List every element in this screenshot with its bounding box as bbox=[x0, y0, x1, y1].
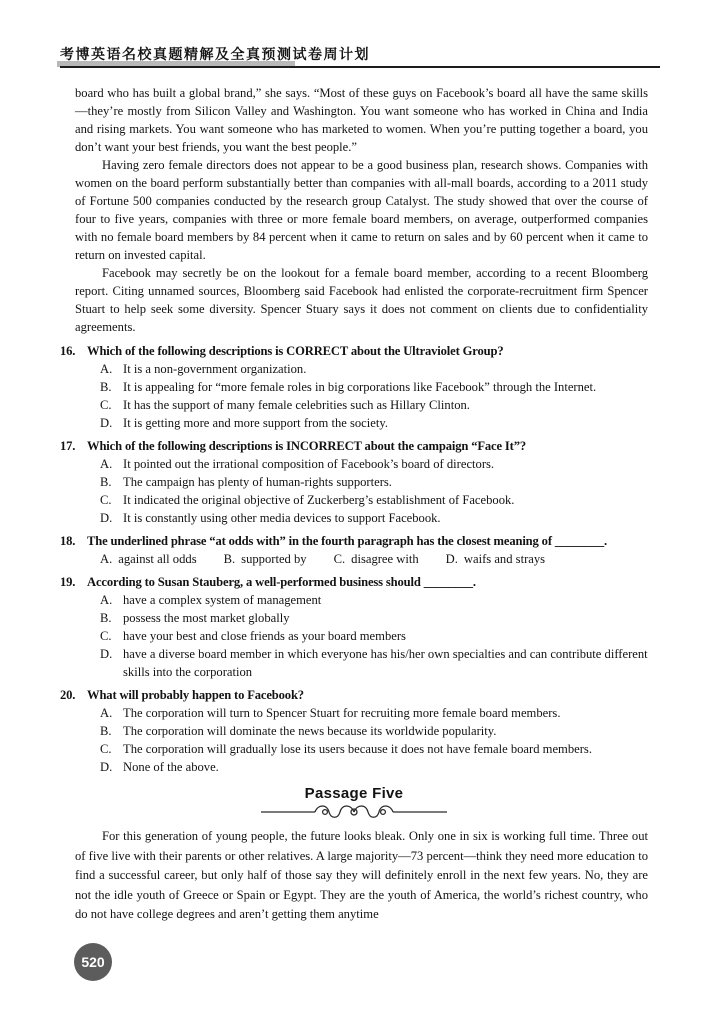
question-stem-text: According to Susan Stauberg, a well-performed business should ________. bbox=[87, 575, 476, 589]
question-number: 16. bbox=[60, 344, 76, 358]
option-letter: B. bbox=[100, 724, 112, 738]
option-a bbox=[100, 591, 648, 609]
option-c bbox=[334, 550, 419, 568]
option-text: It is a non-government organization. bbox=[123, 362, 307, 376]
option-letter: C. bbox=[333, 552, 346, 566]
passage-paragraph: Facebook may secretly be on the lookout for a female board member, according to a recent Bloomberg report. Citing unnamed sources, Bloomberg said Facebook had enlisted the corporate-recruitment firm Spencer Stuart to help seek some diversity. Spencer Stuary says it does not comment on clients due to confidentiality agreements. bbox=[75, 266, 648, 334]
option-text: It indicated the original objective of Zuckerberg’s establishment of Facebook. bbox=[123, 493, 515, 507]
question-stem-text: What will probably happen to Facebook? bbox=[87, 688, 304, 702]
question-options bbox=[100, 455, 648, 527]
option-letter: C. bbox=[100, 493, 112, 507]
question-stem-text: The underlined phrase “at odds with” in the fourth paragraph has the closest meaning of ________. bbox=[87, 534, 608, 548]
question-number: 20. bbox=[60, 688, 76, 702]
header-rule bbox=[60, 66, 660, 68]
option-c bbox=[100, 627, 648, 645]
option-text: The corporation will turn to Spencer Stuart for recruiting more female board members. bbox=[123, 706, 561, 720]
option-text: supported by bbox=[241, 552, 307, 566]
option-b bbox=[100, 473, 648, 491]
option-text: have a diverse board member in which everyone has his/her own specialties and can contribute different skills into the corporation bbox=[123, 647, 648, 679]
option-text: It is constantly using other media devices to support Facebook. bbox=[123, 511, 441, 525]
question-stem bbox=[60, 532, 648, 550]
option-text: have a complex system of management bbox=[123, 593, 322, 607]
option-text: disagree with bbox=[351, 552, 419, 566]
option-a bbox=[100, 550, 197, 568]
option-text: It is getting more and more support from the society. bbox=[123, 416, 388, 430]
question-options bbox=[100, 360, 648, 432]
question-18 bbox=[60, 532, 648, 568]
option-text: None of the above. bbox=[123, 760, 219, 774]
option-d bbox=[100, 414, 648, 432]
option-a bbox=[100, 360, 648, 378]
option-letter: A. bbox=[100, 593, 113, 607]
question-number: 18. bbox=[60, 534, 76, 548]
page-content bbox=[60, 84, 648, 925]
option-c bbox=[100, 740, 648, 758]
option-letter: B. bbox=[100, 475, 112, 489]
question-19 bbox=[60, 573, 648, 681]
question-stem bbox=[60, 342, 648, 360]
option-d bbox=[100, 758, 648, 776]
option-a bbox=[100, 455, 648, 473]
question-stem bbox=[60, 573, 648, 591]
option-letter: D. bbox=[100, 416, 113, 430]
option-letter: D. bbox=[445, 552, 458, 566]
question-20 bbox=[60, 686, 648, 776]
option-text: The campaign has plenty of human-rights supporters. bbox=[123, 475, 392, 489]
option-text: The corporation will gradually lose its users because it does not have female board members. bbox=[123, 742, 592, 756]
flourish-divider-icon bbox=[60, 804, 648, 820]
option-letter: A. bbox=[100, 706, 113, 720]
option-b bbox=[100, 722, 648, 740]
option-letter: C. bbox=[100, 398, 112, 412]
passage-paragraph: Having zero female directors does not appear to be a good business plan, research shows. Companies with women on the board perform substantially better than companies with all-mall boards, according to a 2011 study of Fortune 500 companies conducted by the research group Catalyst. The study showed that over the course of four to five years, companies with three or more female board members, on average, outperformed companies with no female board members by 84 percent when it came to return on sales and by 60 percent when it came to return on invested capital. bbox=[75, 158, 648, 262]
question-options bbox=[100, 550, 648, 568]
option-b bbox=[100, 609, 648, 627]
option-d bbox=[100, 509, 648, 527]
option-text: It is appealing for “more female roles in big corporations like Facebook” through the Internet. bbox=[123, 380, 597, 394]
option-text: possess the most market globally bbox=[123, 611, 290, 625]
option-letter: D. bbox=[100, 511, 113, 525]
question-16 bbox=[60, 342, 648, 432]
passage-paragraph: board who has built a global brand,” she says. “Most of these guys on Facebook’s board all have the same skills—they’re mostly from Silicon Valley and Washington. You want someone who has worked in China and India and rising markets. You want someone who has marketed to women. When you’re putting together a board, you don’t want your best friends, you want the best people.” bbox=[75, 86, 648, 154]
option-letter: D. bbox=[100, 647, 113, 661]
question-number: 19. bbox=[60, 575, 76, 589]
option-b bbox=[224, 550, 307, 568]
option-c bbox=[100, 396, 648, 414]
option-text: The corporation will dominate the news because its worldwide popularity. bbox=[123, 724, 497, 738]
option-letter: B. bbox=[100, 380, 112, 394]
question-list bbox=[60, 342, 648, 776]
question-17 bbox=[60, 437, 648, 527]
option-d bbox=[100, 645, 648, 681]
book-title: 考博英语名校真题精解及全真预测试卷周计划 bbox=[60, 46, 370, 62]
option-c bbox=[100, 491, 648, 509]
page-header bbox=[60, 44, 660, 74]
option-b bbox=[100, 378, 648, 396]
question-number: 17. bbox=[60, 439, 76, 453]
question-stem bbox=[60, 686, 648, 704]
passage-four-text bbox=[60, 84, 648, 336]
option-letter: C. bbox=[100, 742, 112, 756]
passage-five-title: Passage Five bbox=[304, 785, 404, 802]
question-stem bbox=[60, 437, 648, 455]
option-letter: A. bbox=[100, 457, 113, 471]
option-letter: D. bbox=[100, 760, 113, 774]
option-letter: B. bbox=[100, 611, 112, 625]
option-text: It has the support of many female celebrities such as Hillary Clinton. bbox=[123, 398, 470, 412]
option-text: waifs and strays bbox=[463, 552, 546, 566]
question-options bbox=[100, 591, 648, 681]
option-text: have your best and close friends as your board members bbox=[123, 629, 406, 643]
option-letter: A. bbox=[100, 552, 113, 566]
option-letter: A. bbox=[100, 362, 113, 376]
option-a bbox=[100, 704, 648, 722]
option-text: against all odds bbox=[118, 552, 197, 566]
option-d bbox=[446, 550, 545, 568]
question-stem-text: Which of the following descriptions is INCORRECT about the campaign “Face It”? bbox=[87, 439, 527, 453]
passage-five-paragraph: For this generation of young people, the future looks bleak. Only one in six is working full time. Three out of five live with their parents or other relatives. A large majority—73 percent—think they need more education to find a successful career, but only half of those say they will definitely enroll in the next few years. No, they are not the idle youth of Greece or Spain or Egypt. They are the youth of America, the world’s richest country, who do not have college degrees and aren’t getting them anytime bbox=[75, 829, 648, 921]
question-options bbox=[100, 704, 648, 776]
option-text: It pointed out the irrational composition of Facebook’s board of directors. bbox=[123, 457, 495, 471]
option-letter: C. bbox=[100, 629, 112, 643]
option-letter: B. bbox=[223, 552, 236, 566]
page-number-badge: 520 bbox=[74, 943, 112, 981]
question-stem-text: Which of the following descriptions is CORRECT about the Ultraviolet Group? bbox=[87, 344, 504, 358]
